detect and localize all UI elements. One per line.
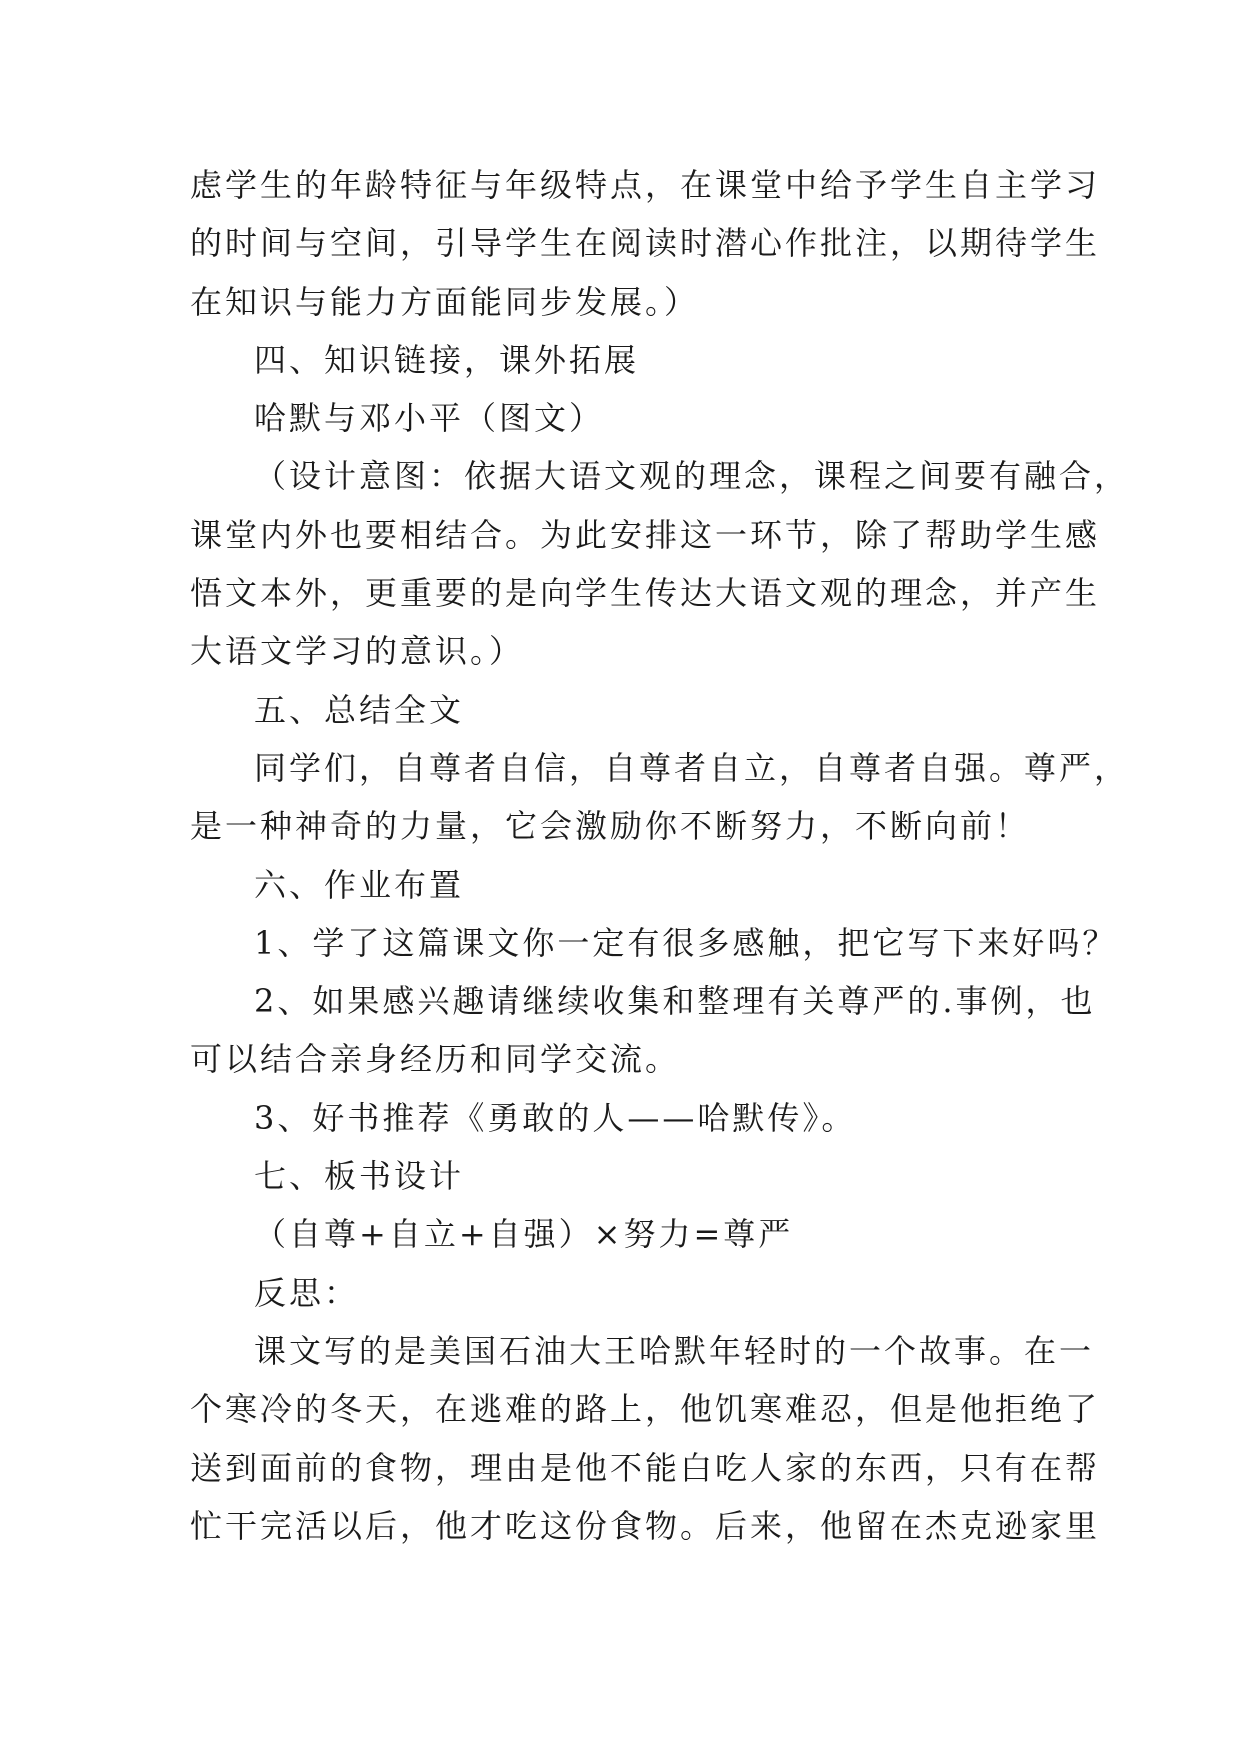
list-item: 2、如果感兴趣请继续收集和整理有关尊严的.事例，也 [254, 982, 1096, 1021]
text-line: 课文写的是美国石油大王哈默年轻时的一个故事。在一 [254, 1331, 1095, 1370]
text-line: 虑学生的年龄特征与年级特点，在课堂中给予学生自主学习 [190, 166, 1101, 204]
text-line: （设计意图：依据大语文观的理念，课程之间要有融合， [254, 457, 1130, 496]
section-heading: 反思： [254, 1273, 360, 1312]
text-line: 个寒冷的冬天，在逃难的路上，他饥寒难忍，但是他拒绝了 [190, 1390, 1101, 1429]
text-line: 课堂内外也要相结合。为此安排这一环节，除了帮助学生感 [190, 515, 1101, 554]
text-line: 的时间与空间，引导学生在阅读时潜心作批注，以期待学生 [190, 224, 1101, 263]
section-heading: 六、作业布置 [254, 865, 465, 904]
text-line: （自尊+自立+自强）×努力=尊严 [254, 1215, 794, 1254]
list-item: 1、学了这篇课文你一定有很多感触，把它写下来好吗？ [254, 923, 1118, 962]
document-body [190, 156, 1130, 1555]
text-line: 悟文本外，更重要的是向学生传达大语文观的理念，并产生 [190, 574, 1101, 613]
text-line: 是一种神奇的力量，它会激励你不断努力，不断向前！ [190, 807, 1031, 846]
list-item: 3、好书推荐《勇敢的人——哈默传》。 [254, 1098, 857, 1137]
text-line: 可以结合亲身经历和同学交流。 [190, 1040, 681, 1079]
text-line: 大语文学习的意识。） [190, 632, 525, 671]
text-line: 送到面前的食物，理由是他不能白吃人家的东西，只有在帮 [190, 1448, 1101, 1487]
text-line: 同学们，自尊者自信，自尊者自立，自尊者自强。尊严， [254, 748, 1130, 787]
text-line: 哈默与邓小平（图文） [254, 399, 605, 438]
text-line: 忙干完活以后，他才吃这份食物。后来，他留在杰克逊家里 [190, 1506, 1101, 1545]
text-line: 在知识与能力方面能同步发展。） [190, 282, 700, 321]
section-heading: 四、知识链接，课外拓展 [254, 340, 640, 379]
section-heading: 七、板书设计 [254, 1157, 465, 1196]
section-heading: 五、总结全文 [254, 690, 465, 729]
